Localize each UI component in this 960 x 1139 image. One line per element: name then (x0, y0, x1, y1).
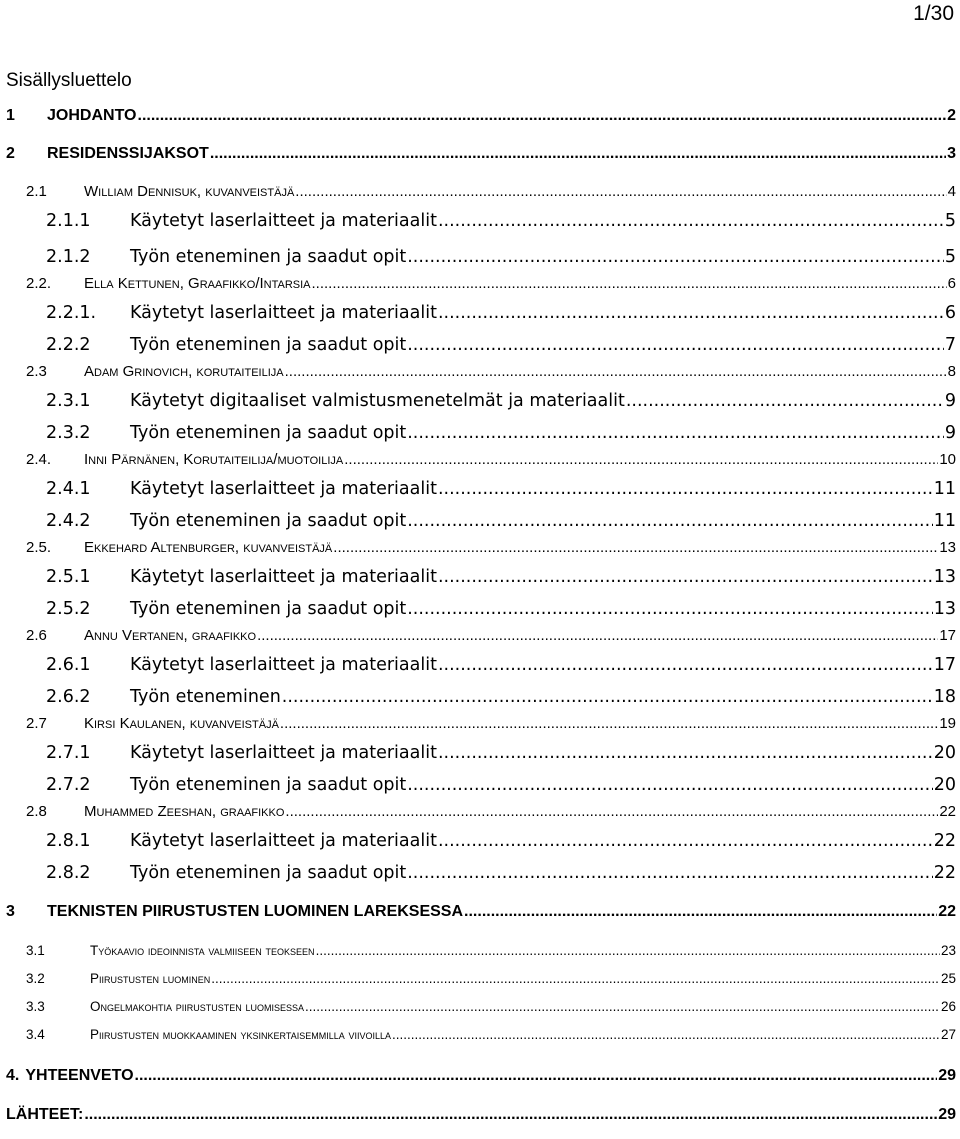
toc-entry-title: Käytetyt digitaaliset valmistusmenetelmät ja materiaalit (130, 391, 625, 411)
toc-entry[interactable] (6, 145, 956, 163)
toc-entry-page: 13 (939, 539, 956, 556)
toc-entry-title: Ongelmakohtia piirustusten luomisessa (90, 999, 305, 1014)
toc-entry-title: Kirsi Kaulanen, kuvanveistäjä (84, 715, 279, 732)
toc-entry-title: RESIDENSSIJAKSOT (47, 145, 209, 162)
toc-entry-number: 2.2.2 (46, 335, 91, 355)
dot-leader (211, 971, 940, 986)
toc-entry-page: 11 (933, 479, 956, 499)
toc-entry-number: 3.3 (26, 999, 45, 1014)
toc-entry-page: 17 (933, 655, 956, 675)
toc-entry-title: Annu Vertanen, graafikko (84, 627, 257, 644)
toc-entry-number: 3.4 (26, 1027, 45, 1042)
toc-entry-page: 8 (947, 363, 956, 380)
toc-entry[interactable] (6, 1067, 956, 1085)
toc-entry-page: 23 (940, 943, 956, 958)
toc-entry[interactable] (46, 391, 956, 411)
toc-entry-title: YHTEENVETO (25, 1067, 134, 1084)
dot-leader (138, 107, 947, 125)
toc-entry[interactable] (26, 451, 956, 468)
toc-entry-page: 22 (939, 803, 956, 820)
toc-entry-page: 22 (933, 831, 956, 851)
toc-entry-page: 5 (944, 247, 956, 267)
dot-leader (305, 999, 940, 1014)
dot-leader (257, 627, 938, 644)
toc-entry[interactable] (26, 183, 956, 200)
dot-leader (438, 567, 933, 587)
dot-leader (438, 655, 933, 675)
toc-entry-number: 2.1.1 (46, 211, 91, 231)
toc-entry[interactable] (46, 211, 956, 231)
dot-leader (392, 1027, 940, 1042)
toc-entry-title: Piirustusten muokkaaminen yksinkertaisemmilla viivoilla (90, 1027, 391, 1042)
toc-entry-page: 9 (944, 391, 956, 411)
dot-leader (333, 539, 938, 556)
toc-entry-title: Ekkehard Altenburger, kuvanveistäjä (84, 539, 333, 556)
toc-entry-title: Käytetyt laserlaitteet ja materiaalit (130, 303, 437, 323)
toc-entry-title: Adam Grinovich, korutaiteilija (84, 363, 284, 380)
toc-entry-page: 22 (933, 863, 956, 883)
toc-entry[interactable] (26, 275, 956, 292)
toc-entry-title: Käytetyt laserlaitteet ja materiaalit (130, 479, 437, 499)
dot-leader (438, 303, 944, 323)
toc-entry-title: Käytetyt laserlaitteet ja materiaalit (130, 655, 437, 675)
toc-entry[interactable] (46, 687, 956, 707)
toc-entry-number: 2.5.2 (46, 599, 91, 619)
toc-entry-number: 2.7.2 (46, 775, 91, 795)
toc-entry[interactable] (46, 423, 956, 443)
toc-entry-page: 6 (944, 303, 956, 323)
toc-entry[interactable] (46, 303, 956, 323)
toc-entry[interactable] (26, 715, 956, 732)
toc-entry[interactable] (26, 1027, 956, 1042)
toc-entry-page: 13 (933, 599, 956, 619)
toc-entry[interactable] (6, 1106, 956, 1124)
toc-entry-number: 2.3.2 (46, 423, 91, 443)
toc-entry-title: Käytetyt laserlaitteet ja materiaalit (130, 211, 437, 231)
toc-entry-page: 9 (944, 423, 956, 443)
toc-entry-page: 19 (939, 715, 956, 732)
toc-entry-number: 2.4.2 (46, 511, 91, 531)
toc-entry-number: 1 (6, 107, 15, 124)
toc-entry-number: 2.7 (26, 715, 47, 732)
toc-entry-number: 2.6.1 (46, 655, 91, 675)
toc-entry-page: 27 (940, 1027, 956, 1042)
dot-leader (626, 391, 944, 411)
dot-leader (285, 363, 947, 380)
toc-entry-title: Työkaavio ideoinnista valmiiseen teokseen (90, 943, 315, 958)
toc-entry-number: 2.4. (26, 451, 52, 468)
dot-leader (344, 451, 938, 468)
toc-entry[interactable] (6, 107, 956, 125)
dot-leader (438, 479, 933, 499)
toc-entry-title: Työn eteneminen ja saadut opit (130, 247, 407, 267)
toc-entry-page: 6 (947, 275, 956, 292)
toc-entry[interactable] (26, 971, 956, 986)
toc-entry-title: Työn eteneminen ja saadut opit (130, 863, 407, 883)
toc-entry-title: Käytetyt laserlaitteet ja materiaalit (130, 743, 437, 763)
dot-leader (407, 599, 932, 619)
toc-entry[interactable] (46, 335, 956, 355)
toc-entry-number: 2.5.1 (46, 567, 91, 587)
toc-entry-page: 29 (938, 1106, 956, 1123)
dot-leader (407, 775, 932, 795)
toc-entry-page: 11 (933, 511, 956, 531)
toc-entry-title: LÄHTEET: (6, 1106, 84, 1123)
toc-entry-page: 17 (939, 627, 956, 644)
toc-entry-number: 3.2 (26, 971, 45, 986)
dot-leader (295, 183, 946, 200)
toc-entry-number: 2.8.2 (46, 863, 91, 883)
toc-entry-title: Inni Pärnänen, Korutaiteilija/muotoilija (84, 451, 344, 468)
toc-entry-number: 2.1 (26, 183, 47, 200)
toc-entry-page: 3 (947, 145, 956, 162)
toc-entry[interactable] (46, 831, 956, 851)
toc-entry[interactable] (46, 511, 956, 531)
toc-entry-page: 22 (938, 903, 956, 920)
toc-entry-number: 2.6 (26, 627, 47, 644)
toc-entry-number: 2.7.1 (46, 743, 91, 763)
toc-entry[interactable] (26, 627, 956, 644)
toc-entry-number: 2.1.2 (46, 247, 91, 267)
toc-entry-page: 20 (933, 775, 956, 795)
dot-leader (464, 903, 937, 921)
toc-entry[interactable] (46, 567, 956, 587)
toc-entry-number: 3 (6, 903, 15, 920)
dot-leader (438, 831, 933, 851)
toc-entry-number: 3.1 (26, 943, 45, 958)
dot-leader (285, 803, 938, 820)
toc-entry-number: 2.4.1 (46, 479, 91, 499)
toc-entry[interactable] (26, 943, 956, 958)
toc-entry[interactable] (6, 903, 956, 921)
toc-entry[interactable] (26, 803, 956, 820)
toc-entry-title: Käytetyt laserlaitteet ja materiaalit (130, 567, 437, 587)
page-number: 1/30 (913, 2, 954, 25)
dot-leader (407, 511, 932, 531)
toc-entry-title: Työn eteneminen ja saadut opit (130, 599, 407, 619)
toc-entry-title: William Dennisuk, kuvanveistäjä (84, 183, 295, 200)
dot-leader (407, 863, 932, 883)
toc-entry-number: 2.3.1 (46, 391, 91, 411)
toc-entry-page: 7 (944, 335, 956, 355)
toc-entry-page: 5 (944, 211, 956, 231)
toc-entry[interactable] (26, 999, 956, 1014)
dot-leader (407, 335, 944, 355)
toc-entry-number: 2.3 (26, 363, 47, 380)
toc-entry-page: 25 (940, 971, 956, 986)
toc-entry[interactable] (46, 247, 956, 267)
toc-entry[interactable] (26, 539, 956, 556)
dot-leader (282, 687, 933, 707)
toc-entry-title: JOHDANTO (47, 107, 137, 124)
toc-entry[interactable] (46, 775, 956, 795)
toc-entry-title: Ella Kettunen, Graafikko/Intarsia (84, 275, 311, 292)
toc-entry-title: Piirustusten luominen (90, 971, 211, 986)
toc-entry-title: Muhammed Zeeshan, graafikko (84, 803, 285, 820)
toc-entry-number: 2.2.1. (46, 303, 97, 323)
toc-entry[interactable] (46, 743, 956, 763)
toc-entry-number: 2.5. (26, 539, 52, 556)
toc-entry-title: Käytetyt laserlaitteet ja materiaalit (130, 831, 437, 851)
toc-entry-title: TEKNISTEN PIIRUSTUSTEN LUOMINEN LAREKSESSA (47, 903, 464, 920)
toc-entry-page: 26 (940, 999, 956, 1014)
toc-entry-number: 2.8.1 (46, 831, 91, 851)
toc-entry[interactable] (46, 599, 956, 619)
toc-entry-page: 10 (939, 451, 956, 468)
toc-entry-title: Työn eteneminen ja saadut opit (130, 511, 407, 531)
toc-entry-title: Työn eteneminen ja saadut opit (130, 775, 407, 795)
toc-entry-page: 4 (947, 183, 956, 200)
toc-entry-page: 29 (938, 1067, 956, 1084)
toc-entry[interactable] (46, 479, 956, 499)
toc-entry-number: 2.2. (26, 275, 52, 292)
dot-leader (280, 715, 938, 732)
dot-leader (407, 423, 944, 443)
dot-leader (438, 743, 933, 763)
toc-entry-title: Työn eteneminen ja saadut opit (130, 423, 407, 443)
dot-leader (438, 211, 944, 231)
toc-entry[interactable] (46, 863, 956, 883)
toc-entry[interactable] (46, 655, 956, 675)
toc-entry[interactable] (26, 363, 956, 380)
dot-leader (135, 1067, 938, 1085)
dot-leader (84, 1106, 937, 1124)
dot-leader (316, 943, 940, 958)
toc-entry-page: 18 (933, 687, 956, 707)
toc-entry-number: 4. (6, 1067, 20, 1084)
toc-entry-title: Työn eteneminen ja saadut opit (130, 335, 407, 355)
toc-entry-number: 2.8 (26, 803, 47, 820)
dot-leader (407, 247, 944, 267)
toc-heading: Sisällysluettelo (6, 70, 132, 91)
toc-entry-title: Työn eteneminen (130, 687, 281, 707)
dot-leader (312, 275, 947, 292)
toc-entry-number: 2.6.2 (46, 687, 91, 707)
toc-entry-page: 13 (933, 567, 956, 587)
toc-entry-page: 2 (947, 107, 956, 124)
dot-leader (210, 145, 946, 163)
toc-entry-page: 20 (933, 743, 956, 763)
toc-entry-number: 2 (6, 145, 15, 162)
